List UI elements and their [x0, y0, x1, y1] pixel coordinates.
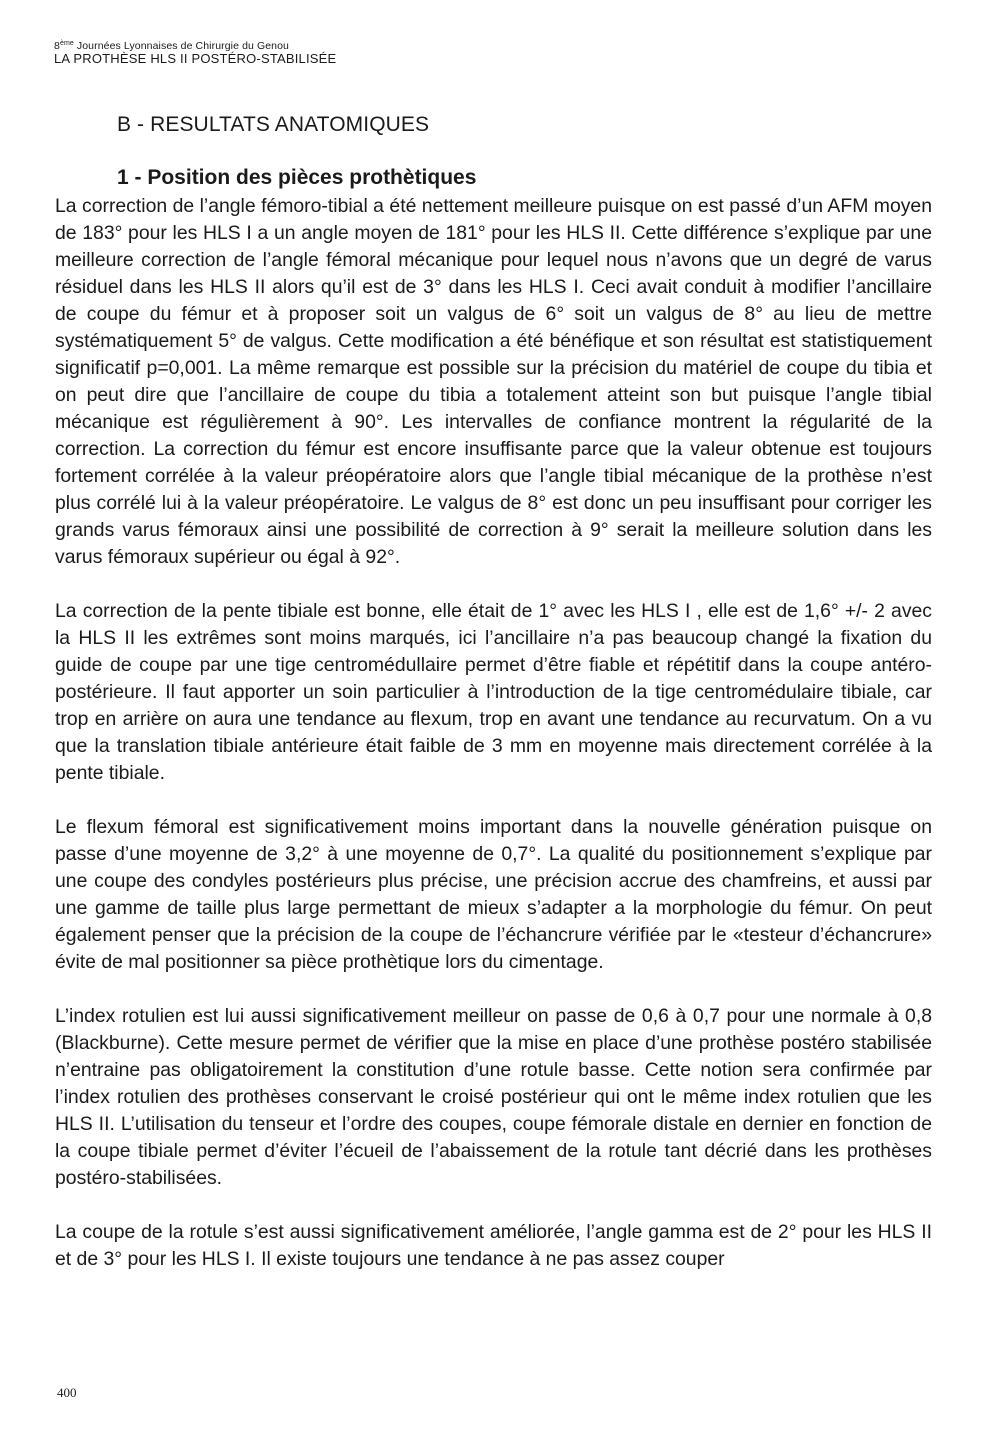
- conference-title: Journées Lyonnaises de Chirurgie du Genou: [73, 40, 289, 52]
- running-head: [54, 40, 934, 66]
- paragraph-5: La coupe de la rotule s’est aussi significativement améliorée, l’angle gamma est de 2° pour les HLS II et de 3° pour les HLS I. Il existe toujours une tendance à ne pas assez couper: [55, 1221, 932, 1270]
- paragraph-3: Le flexum fémoral est significativement moins important dans la nouvelle génération puisque on passe d’une moyenne de 3,2° à une moyenne de 0,7°. La qualité du positionnement s’explique par une coupe des condyles postérieurs plus précise, une précision accrue des chamfreins, et aussi par une gamme de taille plus large permettant de mieux s’adapter a la morphologie du fémur. On peut également penser que la précision de la coupe de l’échancrure vérifiée par le «testeur d’échancrure» évite de mal positionner sa pièce prothètique lors du cimentage.: [55, 816, 932, 973]
- conference-ordinal-suffix: ème: [59, 40, 74, 47]
- body-text: [55, 193, 932, 1273]
- running-title: LA PROTHÈSE HLS II POSTÉRO-STABILISÉE: [54, 51, 337, 67]
- paragraph-4: L’index rotulien est lui aussi significativement meilleur on passe de 0,6 à 0,7 pour une normale à 0,8 (Blackburne). Cette mesure permet de vérifier que la mise en place d’une prothèse postéro stabilisée n’entraine pas obligatoirement la constitution d’une rotule basse. Cette notion sera confirmée par l’index rotulien des prothèses conservant le croisé postérieur qui ont le même index rotulien que les HLS II. L’utilisation du tenseur et l’ordre des coupes, coupe fémorale distale en dernier en fonction de la coupe tibiale permet d’éviter l’écueil de l’abaissement de la rotule tant décrié dans les prothèses postéro-stabilisées.: [55, 1005, 932, 1189]
- sub-heading: 1 - Position des pièces prothètiques: [117, 166, 477, 189]
- section-heading: B - RESULTATS ANATOMIQUES: [117, 113, 430, 136]
- paragraph-2: La correction de la pente tibiale est bonne, elle était de 1° avec les HLS I , elle est de 1,6° +/- 2 avec la HLS II les extrêmes sont moins marqués, ici l’ancillaire n’a pas beaucoup changé la fixation du guide de coupe par une tige centromédullaire permet d’être fiable et répétitif dans la coupe antéro-postérieure. Il faut apporter un soin particulier à l’introduction de la tige centromédulaire tibiale, car trop en arrière on aura une tendance au flexum, trop en avant une tendance au recurvatum. On a vu que la translation tibiale antérieure était faible de 3 mm en moyenne mais directement corrélée à la pente tibiale.: [55, 600, 932, 784]
- conference-number: 8: [54, 40, 60, 52]
- paragraph-1: La correction de l’angle fémoro-tibial a été nettement meilleure puisque on est passé d’un AFM moyen de 183° pour les HLS I a un angle moyen de 181° pour les HLS II. Cette différence s’explique par une meilleure correction de l’angle fémoral mécanique pour lequel nous n’avons que un degré de varus résiduel dans les HLS II alors qu’il est de 3° dans les HLS I. Ceci avait conduit à modifier l’ancillaire de coupe du fémur et à proposer soit un valgus de 6° soit un valgus de 8° au lieu de mettre systématiquement 5° de valgus. Cette modification a été bénéfique et son résultat est statistiquement significatif p=0,001. La même remarque est possible sur la précision du matériel de coupe du tibia et on peut dire que l’ancillaire de coupe du tibia a totalement atteint son but puisque l’angle tibial mécanique est régulièrement à 90°. Les intervalles de confiance montrent la régularité de la correction. La correction du fémur est encore insuffisante parce que la valeur obtenue est toujours fortement corrélée à la valeur préopératoire alors que l’angle tibial mécanique de la prothèse n’est plus corrélé lui à la valeur préopératoire. Le valgus de 8° est donc un peu insuffisant pour corriger les grands varus fémoraux ainsi une possibilité de correction à 9° serait la meilleure solution dans les varus fémoraux supérieur ou égal à 92°.: [55, 195, 932, 568]
- page-number: 400: [57, 1385, 77, 1400]
